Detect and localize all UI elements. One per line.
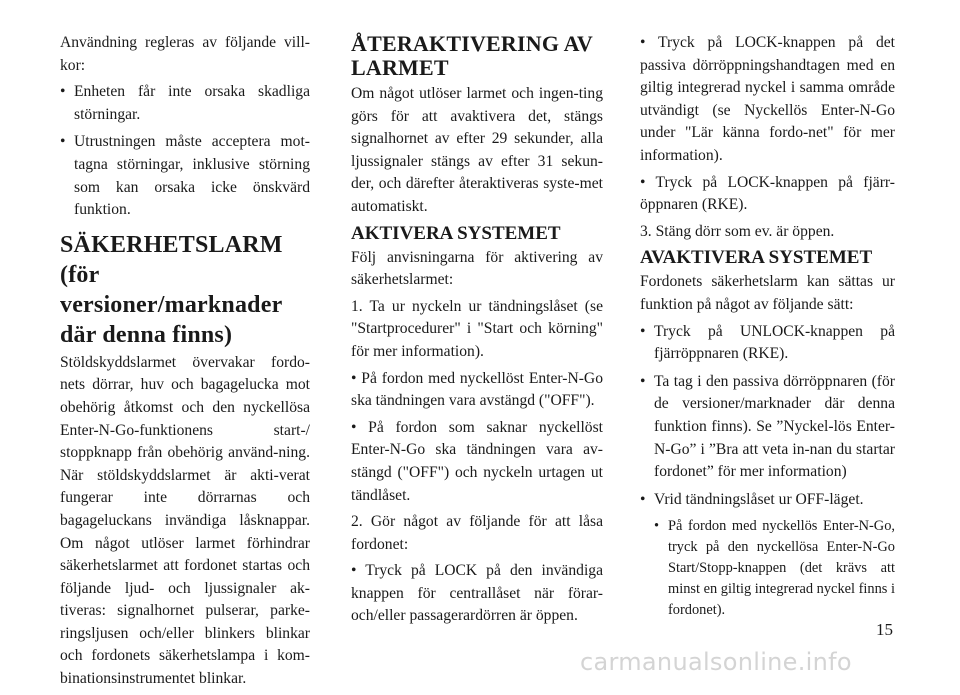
step-1: 1. Ta ur nyckeln ur tändningslåset (se "Startprocedurer" i "Start och körning" för mer information).: [351, 297, 603, 360]
bullet-icon: •: [640, 372, 646, 390]
list-item: • På fordon som saknar nyckellöst Enter-N-Go ska tändningen vara av-stängd ("OFF") och nyckeln urtagen ut tändlåset.: [351, 418, 603, 504]
list-item: [60, 81, 310, 126]
section-heading-alarm: SÄKERHETSLARM (för versioner/marknader där denna finns): [60, 231, 283, 348]
bullet-icon: •: [60, 83, 66, 101]
list-item: [640, 489, 895, 512]
section-heading-reactivation: ÅTERAKTIVERING AV LARMET: [351, 31, 593, 80]
bullet-icon: •: [60, 133, 66, 151]
list-item-text: Enheten får inte orsaka skadliga störningar.: [74, 83, 310, 123]
section-heading-activate: AKTIVERA SYSTEMET: [351, 222, 561, 244]
bullet-icon: •: [640, 490, 646, 508]
list-item: • Tryck på LOCK-knappen på fjärr-öppnaren (RKE).: [640, 173, 895, 214]
list-item-text: Utrustningen måste acceptera mot-tagna störningar, inklusive störning som kan orsaka icke önskvärd funktion.: [74, 133, 310, 219]
reactivation-text: Om något utlöser larmet och ingen-ting görs för att avaktivera det, stängs signalhornet av efter 29 sekunder, alla ljussignaler stängs av efter 31 sekun-der, och därefter återaktiveras syste-met automatiskt.: [351, 85, 603, 215]
column-right: [640, 32, 895, 626]
section-heading-deactivate: AVAKTIVERA SYSTEMET: [640, 247, 873, 269]
sub-list-item: [654, 516, 895, 621]
activate-intro: Följ anvisningarna för aktivering av säkerhetslarmet:: [351, 248, 603, 289]
step-3: 3. Stäng dörr som ev. är öppen.: [640, 222, 835, 240]
bullet-icon: •: [654, 518, 660, 535]
list-item-text: Vrid tändningslåset ur OFF-läget.: [654, 490, 864, 508]
list-item: [640, 371, 895, 484]
alarm-description: Stöldskyddslarmet övervakar fordo-nets dörrar, huv och bagagelucka mot obehörig åtkomst och den nyckellösa Enter-N-Go-funktionens start-/ stoppknapp från obehörig använd-ning. När stöldskyddslarmet är akti-verat fungerar inte dörrarnas och bagageluckans invändiga låsknappar. Om något utlöser larmet förhindrar säkerhetslarmet att fordonet startas och följande ljud- och ljussignaler ak-tiveras: signalhornet pulserar, parke-ringsljusen och/eller blinkers blinkar och fordonets säkerhetslampa i kom-binationsinstrumentet blinkar.: [60, 353, 310, 688]
intro-text: Användning regleras av följande vill-kor:: [60, 34, 310, 74]
list-item-text: Tryck på UNLOCK-knappen på fjärröppnaren (RKE).: [654, 322, 895, 363]
deactivate-intro: Fordonets säkerhetslarm kan sättas ur funktion på något av följande sätt:: [640, 273, 895, 313]
column-middle: [351, 32, 603, 632]
page-number: 15: [876, 620, 893, 639]
list-item: [640, 321, 895, 366]
list-item: • Tryck på LOCK-knappen på det passiva dörröppningshandtagen med en giltig integrerad nyckel i samma område utvändigt (se Nyckellös Enter-N-Go under "Lär känna fordo-net" för mer information).: [640, 34, 895, 164]
list-item: • På fordon med nyckellöst Enter-N-Go ska tändningen vara avstängd ("OFF").: [351, 369, 603, 410]
list-item: • Tryck på LOCK på den invändiga knappen för centrallåset när förar-och/eller passagerardörren är öppen.: [351, 562, 603, 625]
step-2: 2. Gör något av följande för att låsa fordonet:: [351, 513, 603, 553]
list-item-text: Ta tag i den passiva dörröppnaren (för de versioner/marknader där denna funktion finns). Se ”Nyckel-lös Enter-N-Go” i ”Bra att veta in-nan du startar fordonet” för mer information): [654, 372, 895, 481]
watermark: carmanualsonline.info: [580, 648, 852, 676]
bullet-icon: •: [640, 322, 646, 340]
sub-list-item-text: På fordon med nyckellös Enter-N-Go, tryck på den nyckellösa Enter-N-Go Start/Stopp-knappen (det krävs att minst en giltig integrerad nyckel finns i fordonet).: [668, 518, 896, 619]
list-item: [60, 131, 310, 221]
column-left: [60, 32, 310, 695]
